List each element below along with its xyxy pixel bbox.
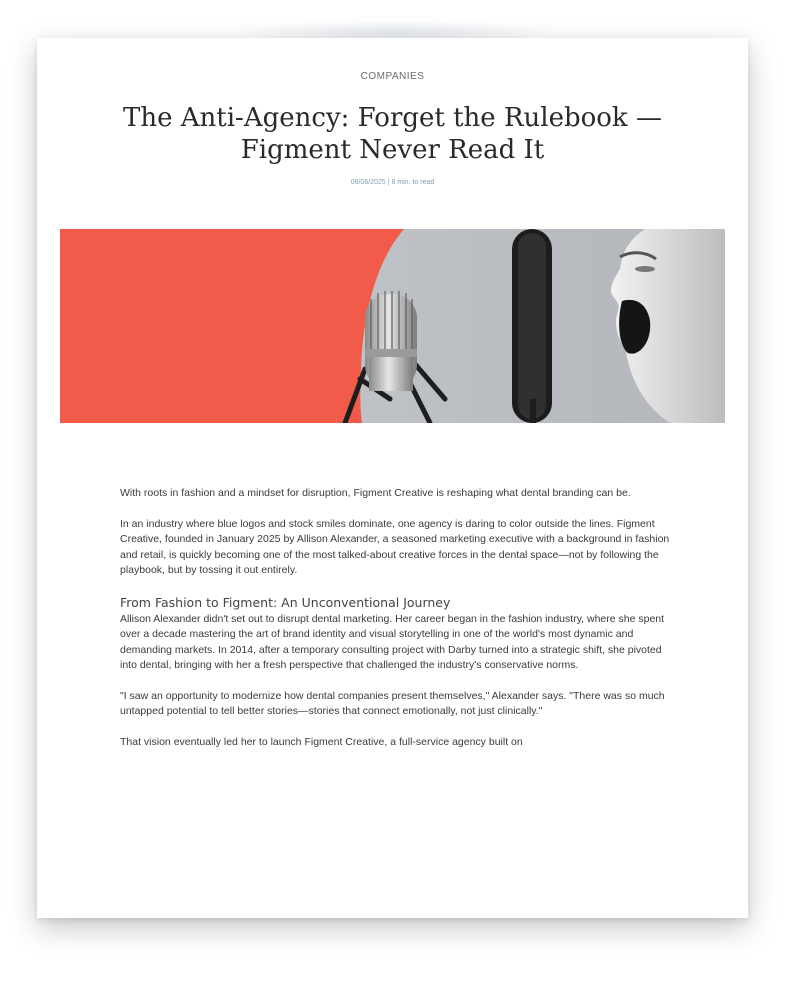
- article-page: [37, 38, 748, 918]
- article-body: [120, 486, 680, 750]
- paragraph-2: Allison Alexander didn't set out to disrupt dental marketing. Her career began in the fashion industry, where she spent over a decade mastering the art of brand identity and visual storytelling in one of the world's most dynamic and demanding markets. In 2014, after a temporary consulting project with Darby turned into a strategic shift, she pivoted into dental, bringing with her a fresh perspective that challenged the industry's conservative norms.: [120, 612, 665, 671]
- category-label[interactable]: COMPANIES: [360, 71, 425, 82]
- article-title: The Anti-Agency: Forget the Rulebook — Figment Never Read It: [123, 103, 662, 165]
- pop-filter-icon: [512, 229, 552, 423]
- hero-image: [60, 229, 725, 423]
- microphone-icon: [365, 291, 417, 391]
- paragraph-1: In an industry where blue logos and stock smiles dominate, one agency is daring to color outside the lines. Figment Creative, founded in January 2025 by Allison Alexander, a seasoned marketing executive with a background in fashion and retail, is quickly becoming one of the most talked-about creative forces in the dental space—not by following the playbook, but by tossing it out entirely.: [120, 517, 670, 576]
- article-meta: 08/06/2025 | 8 min. to read: [350, 179, 435, 186]
- quote-paragraph: "I saw an opportunity to modernize how dental companies present themselves," Alexander says. "There was so much untapped potential to tell better stories—stories that connect emotionally, not just clinically.": [120, 689, 665, 717]
- section-heading: From Fashion to Figment: An Unconventional Journey: [120, 594, 451, 610]
- intro-paragraph: With roots in fashion and a mindset for disruption, Figment Creative is reshaping what dental branding can be.: [120, 487, 631, 499]
- accent-shape: [60, 229, 404, 423]
- paragraph-3: That vision eventually led her to launch Figment Creative, a full-service agency built on: [120, 735, 523, 748]
